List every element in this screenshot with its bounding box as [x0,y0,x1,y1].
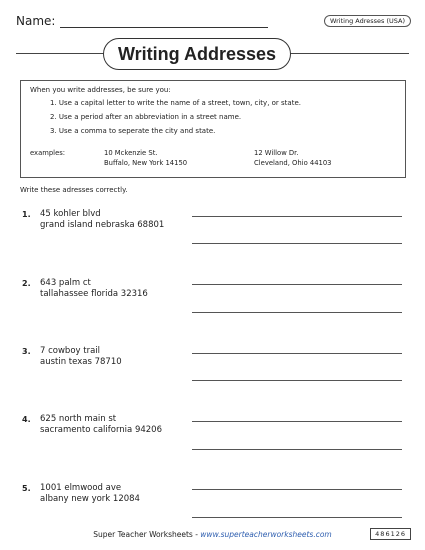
exercise-address [40,209,164,231]
address-line: 1001 elmwood ave [40,483,122,493]
topic-tag: Writing Adresses (USA) [324,15,411,27]
exercise-address [40,414,162,436]
rule-item: 1. Use a capital letter to write the name of a street, town, city, or state. [50,99,301,107]
footer-url-link[interactable]: www.superteacherworksheets.com [200,530,332,539]
rule-item: 2. Use a period after an abbreviation in a street name. [50,113,242,121]
examples-label: examples: [30,149,66,157]
exercise-address [40,346,122,368]
exercise-number: 1. [22,210,31,219]
exercise-address [40,483,140,505]
answer-line[interactable] [192,380,402,381]
answer-line[interactable] [192,517,402,518]
answer-line[interactable] [192,449,402,450]
answer-line[interactable] [192,284,402,285]
exercise-address [40,278,148,300]
address-line: 625 north main st [40,414,117,424]
worksheet-code: 486126 [370,528,411,540]
example-line: Cleveland, Ohio 44103 [254,159,332,167]
example-line: 12 Willow Dr. [254,149,299,157]
exercise-number: 3. [22,347,31,356]
answer-line[interactable] [192,353,402,354]
answer-line[interactable] [192,243,402,244]
name-label: Name: [16,14,56,28]
address-line: 643 palm ct [40,278,91,288]
example-line: 10 Mckenzie St. [104,149,158,157]
example-address [104,148,187,168]
footer [0,530,425,539]
example-address [254,148,332,168]
address-line: tallahassee florida 32316 [40,289,148,299]
answer-line[interactable] [192,312,402,313]
rule-item: 3. Use a comma to seperate the city and state. [50,127,216,135]
page-title: Writing Addresses [103,38,291,70]
name-answer-line[interactable] [60,27,268,28]
answer-line[interactable] [192,489,402,490]
exercise-number: 4. [22,415,31,424]
exercise-number: 5. [22,484,31,493]
address-line: 7 cowboy trail [40,346,101,356]
example-line: Buffalo, New York 14150 [104,159,188,167]
answer-line[interactable] [192,421,402,422]
exercise-number: 2. [22,279,31,288]
address-line: albany new york 12084 [40,494,140,504]
address-line: austin texas 78710 [40,357,122,367]
address-line: grand island nebraska 68801 [40,220,165,230]
rules-intro: When you write addresses, be sure you: [30,86,171,94]
answer-line[interactable] [192,216,402,217]
address-line: 45 kohler blvd [40,209,101,219]
instructions: Write these adresses correctly. [20,186,128,194]
address-line: sacramento california 94206 [40,425,162,435]
footer-brand: Super Teacher Worksheets - [93,530,201,539]
